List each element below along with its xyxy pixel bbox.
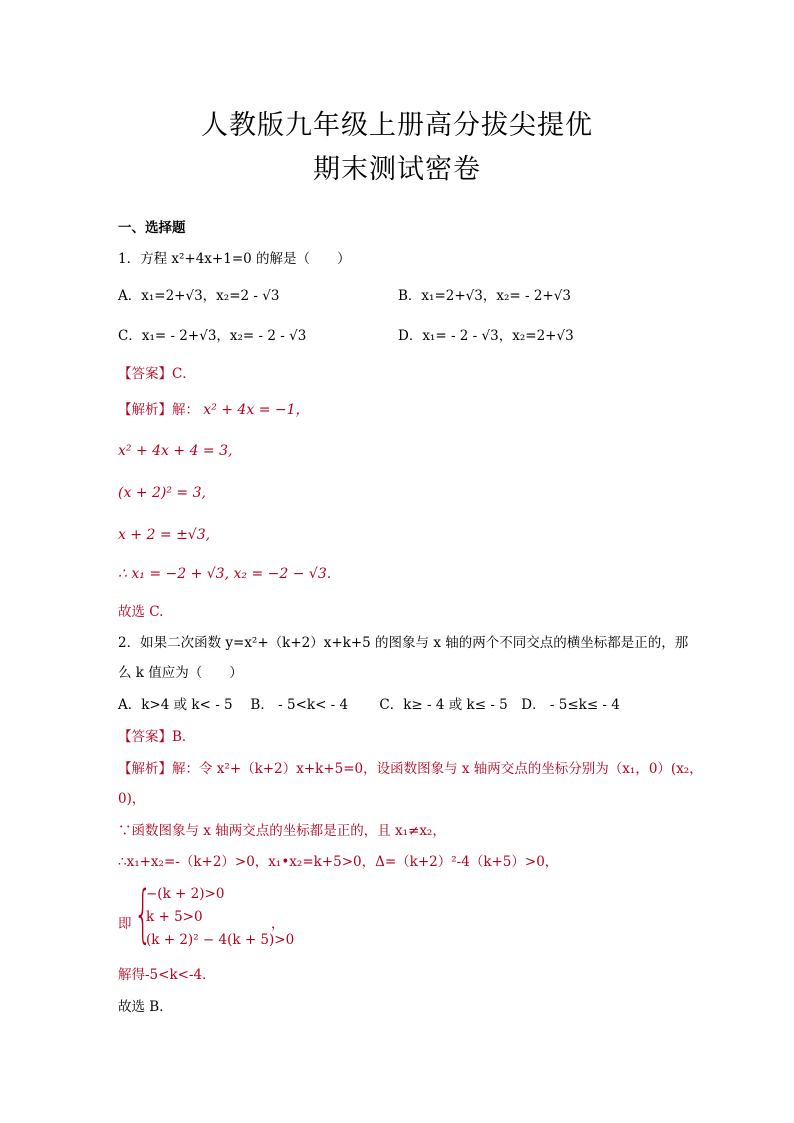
- answer-value: C．: [172, 366, 196, 382]
- analysis-intro: 解：: [172, 402, 199, 418]
- document-title: 人教版九年级上册高分拔尖提优: [201, 110, 593, 141]
- answer-value: B．: [172, 729, 196, 745]
- q2-stem-line2: 么 k 值应为（ ）: [118, 665, 243, 681]
- system-eq-2: k + 5>0: [146, 909, 203, 925]
- q1-analysis: [118, 401, 310, 419]
- answer-tag: 【答案】: [118, 366, 172, 382]
- q2-analysis-line1: [118, 760, 703, 778]
- q1-step-1: x² + 4x = −1，: [203, 402, 310, 418]
- section-heading: 一、选择题: [118, 220, 186, 236]
- q1-answer: [118, 365, 196, 383]
- analysis-tag: 【解析】: [118, 402, 172, 418]
- q2-analysis-line3: ∵函数图象与 x 轴两交点的坐标都是正的，且 x₁≠x₂，: [118, 823, 446, 839]
- left-brace: {: [134, 877, 152, 950]
- system-eq-3: (k + 2)² − 4(k + 5)>0: [146, 932, 295, 948]
- q1-step-3: (x + 2)² = 3,: [118, 485, 206, 501]
- q1-conclusion: 故选 C.: [118, 604, 164, 620]
- q1-option-d: D．x₁= - 2 - √3，x₂=2+√3: [398, 328, 574, 344]
- system-eq-1: −(k + 2)>0: [146, 886, 225, 902]
- q1-step-2: x² + 4x + 4 = 3,: [118, 443, 233, 459]
- q1-option-c: C．x₁= - 2+√3，x₂= - 2 - √3: [118, 328, 307, 344]
- system-label: 即: [118, 916, 132, 932]
- q2-stem-line1: 2．如果二次函数 y=x²+（k+2）x+k+5 的图象与 x 轴的两个不同交点的横坐标都是正的，那: [118, 635, 689, 651]
- q2-options: A．k>4 或 k< - 5 B． - 5<k< - 4 C．k≥ - 4 或 k≤ - 5 D． - 5≤k≤ - 4: [118, 697, 620, 713]
- analysis-tag: 【解析】: [118, 761, 172, 777]
- q1-step-4: x + 2 = ±√3,: [118, 527, 211, 543]
- system-comma: ，: [271, 916, 285, 932]
- q2-analysis-line4: ∴x₁+x₂=-（k+2）>0，x₁•x₂=k+5>0，Δ=（k+2）²-4（k+5）>0，: [118, 854, 559, 870]
- q1-stem: 1．方程 x²+4x+1=0 的解是（ ）: [118, 251, 351, 267]
- q2-result: 解得-5<k<-4．: [118, 967, 216, 983]
- q1-option-b: B．x₁=2+√3，x₂= - 2+√3: [398, 288, 571, 304]
- q2-answer: [118, 728, 195, 746]
- q2-analysis-line2: 0)，: [118, 791, 146, 807]
- analysis-text: 解：令 x²+（k+2）x+k+5=0，设函数图象与 x 轴两交点的坐标分别为（x₁，0）(x₂，: [172, 761, 703, 777]
- answer-tag: 【答案】: [118, 729, 172, 745]
- q1-step-5: ∴ x₁ = −2 + √3, x₂ = −2 − √3.: [118, 566, 332, 582]
- inequality-system: [118, 877, 298, 954]
- document-subtitle: 期末测试密卷: [313, 154, 481, 185]
- q2-conclusion: 故选 B．: [118, 999, 173, 1015]
- q1-option-a: A．x₁=2+√3，x₂=2 - √3: [118, 288, 280, 304]
